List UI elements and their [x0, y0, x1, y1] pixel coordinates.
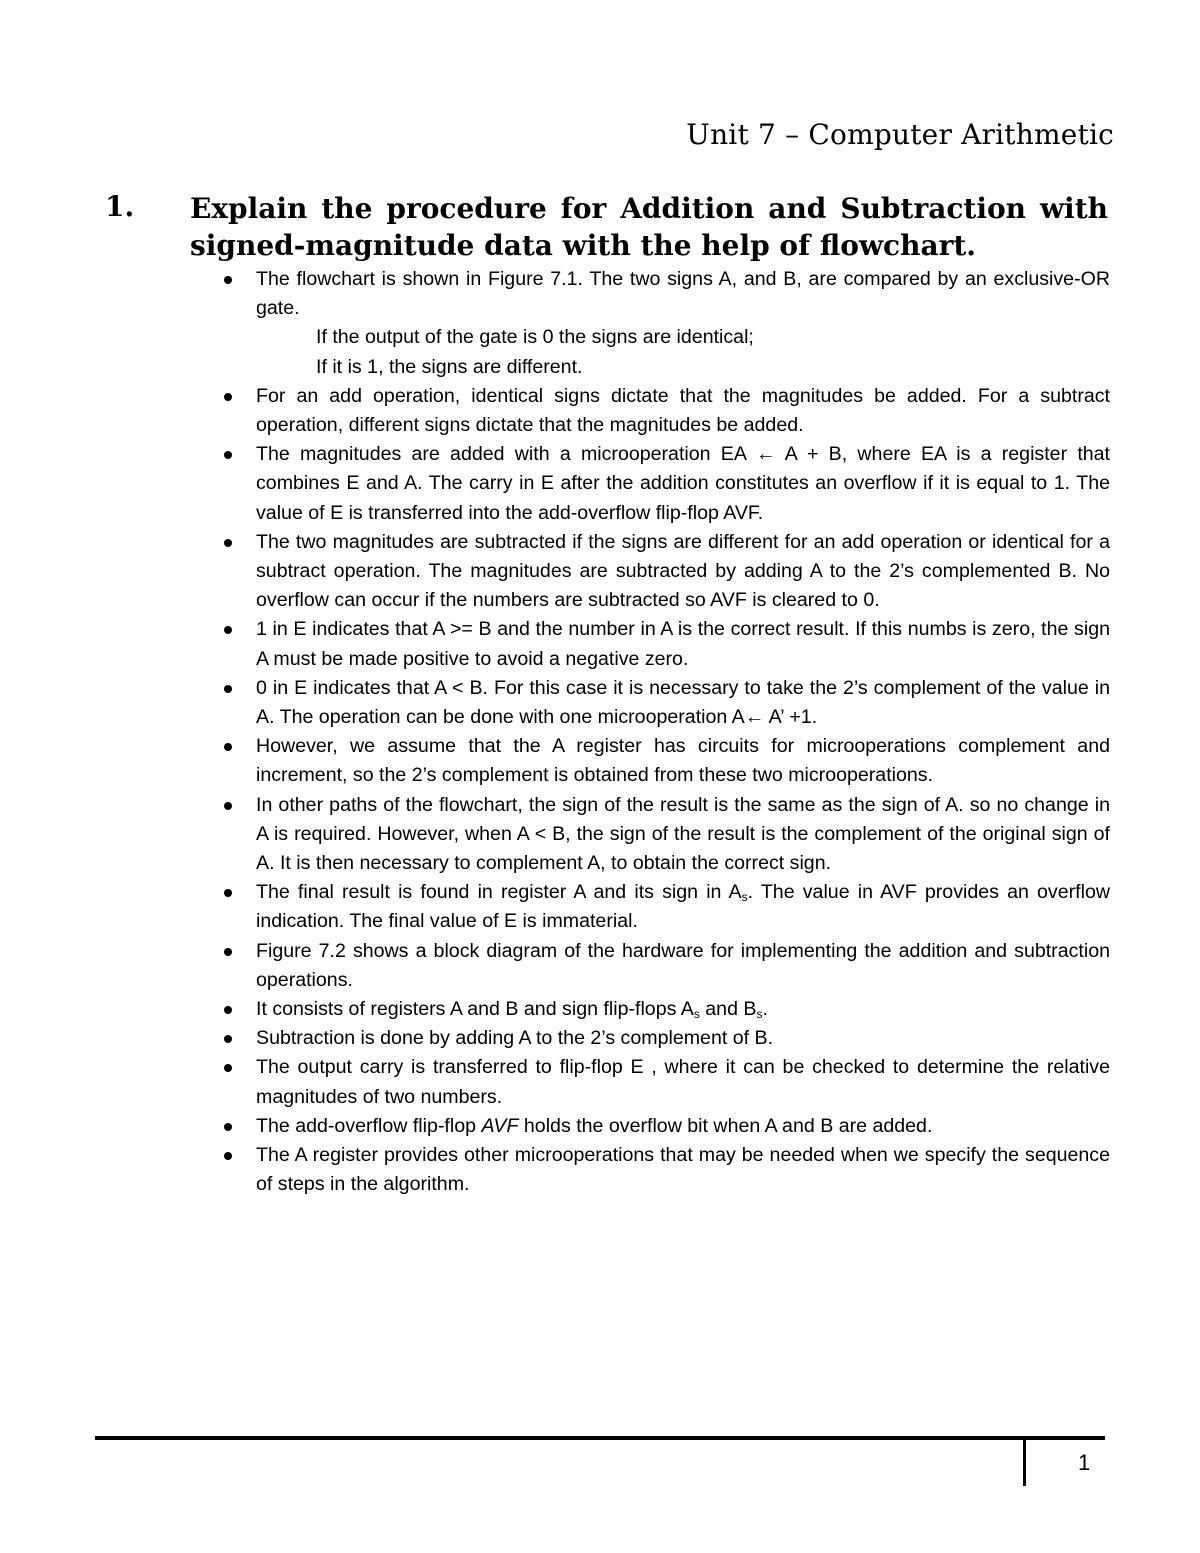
- bullet-item: [220, 937, 1110, 995]
- question-heading: [190, 190, 1108, 264]
- bullet-text: However, we assume that the A register has circuits for microoperations complement and increment, so the 2’s complement is obtained from these two microoperations.: [256, 735, 1110, 787]
- question-number: 1.: [105, 190, 135, 223]
- bullet-icon: [224, 802, 232, 810]
- bullet-text: In other paths of the flowchart, the sign of the result is the same as the sign of A. so no change in A is required. However, when A < B, the sign of the result is the complement of the original sign of A. It is then necessary to complement A, to obtain the correct sign.: [256, 793, 1110, 875]
- bullet-icon: [224, 539, 232, 547]
- bullet-icon: [224, 889, 232, 897]
- answer-bullet-list: [220, 265, 1110, 1200]
- question-heading-line-1: Explain the procedure for Addition and Subtraction with: [190, 192, 1108, 225]
- bullet-icon: [224, 626, 232, 634]
- bullet-icon: [224, 685, 232, 693]
- page-number: 1: [1078, 1450, 1091, 1475]
- bullet-item: [220, 791, 1110, 879]
- bullet-item: [220, 732, 1110, 790]
- bullet-icon: [224, 276, 232, 284]
- bullet-item: [220, 440, 1110, 528]
- bullet-icon: [224, 1064, 232, 1072]
- footer-rule: [95, 1436, 1105, 1440]
- bullet-text: The output carry is transferred to flip-flop E , where it can be checked to determine the relative magnitudes of two numbers.: [256, 1056, 1110, 1108]
- question-heading-line-2: signed-magnitude data with the help of flowchart.: [190, 229, 977, 262]
- bullet-text: The flowchart is shown in Figure 7.1. The two signs A, and B, are compared by an exclusive-OR gate.: [256, 268, 1110, 320]
- bullet-text: 1 in E indicates that A >= B and the number in A is the correct result. If this numbs is zero, the sign A must be made positive to avoid a negative zero.: [256, 618, 1110, 670]
- bullet-text: The add-overflow flip-flop AVF holds the overflow bit when A and B are added.: [256, 1114, 933, 1137]
- bullet-text: The final result is found in register A and its sign in $A_s$. The value in AVF provides an overflow indication. The final value of E is immaterial.: [256, 881, 1110, 933]
- unit-title: Unit 7 – Computer Arithmetic: [686, 118, 1114, 151]
- bullet-icon: [224, 451, 232, 459]
- bullet-item: [220, 1024, 1110, 1053]
- footer-divider: [1023, 1438, 1026, 1486]
- bullet-subline: If the output of the gate is 0 the signs are identical;: [316, 326, 754, 349]
- bullet-text: It consists of registers A and B and sign flip-flops $A_s$ and $B_s$.: [256, 998, 768, 1022]
- bullet-item: [220, 615, 1110, 673]
- bullet-item: [220, 265, 1110, 382]
- bullet-item: [220, 528, 1110, 616]
- bullet-icon: [224, 393, 232, 401]
- bullet-text: Subtraction is done by adding A to the 2’s complement of B.: [256, 1027, 774, 1050]
- bullet-item: [220, 1112, 1110, 1141]
- bullet-item: [220, 382, 1110, 440]
- bullet-text: Figure 7.2 shows a block diagram of the hardware for implementing the addition and subtraction operations.: [256, 939, 1110, 991]
- bullet-icon: [224, 948, 232, 956]
- bullet-item: [220, 674, 1110, 732]
- bullet-icon: [224, 1006, 232, 1014]
- bullet-text: For an add operation, identical signs dictate that the magnitudes be added. For a subtract operation, different signs dictate that the magnitudes be added.: [256, 384, 1110, 437]
- bullet-item: [220, 1053, 1110, 1111]
- bullet-icon: [224, 1152, 232, 1160]
- bullet-text: 0 in E indicates that A < B. For this case it is necessary to take the 2’s complement of the value in A. The operation can be done with one microoperation A← A’ +1.: [256, 676, 1110, 729]
- bullet-text: The two magnitudes are subtracted if the signs are different for an add operation or identical for a subtract operation. The magnitudes are subtracted by adding A to the 2’s complemented B. No overflow can occur if the numbers are subtracted so AVF is cleared to 0.: [256, 530, 1110, 612]
- bullet-text: The magnitudes are added with a microoperation EA ← A + B, where EA is a register that combines E and A. The carry in E after the addition constitutes an overflow if it is equal to 1. The value of E is transferred into the add-overflow flip-flop AVF.: [256, 443, 1110, 524]
- bullet-icon: [224, 743, 232, 751]
- bullet-icon: [224, 1123, 232, 1131]
- bullet-text: The A register provides other microoperations that may be needed when we specify the sequence of steps in the algorithm.: [256, 1144, 1110, 1196]
- bullet-item: [220, 878, 1110, 936]
- bullet-item: [220, 995, 1110, 1024]
- bullet-subline: If it is 1, the signs are different.: [316, 355, 583, 378]
- bullet-icon: [224, 1035, 232, 1043]
- bullet-item: [220, 1141, 1110, 1199]
